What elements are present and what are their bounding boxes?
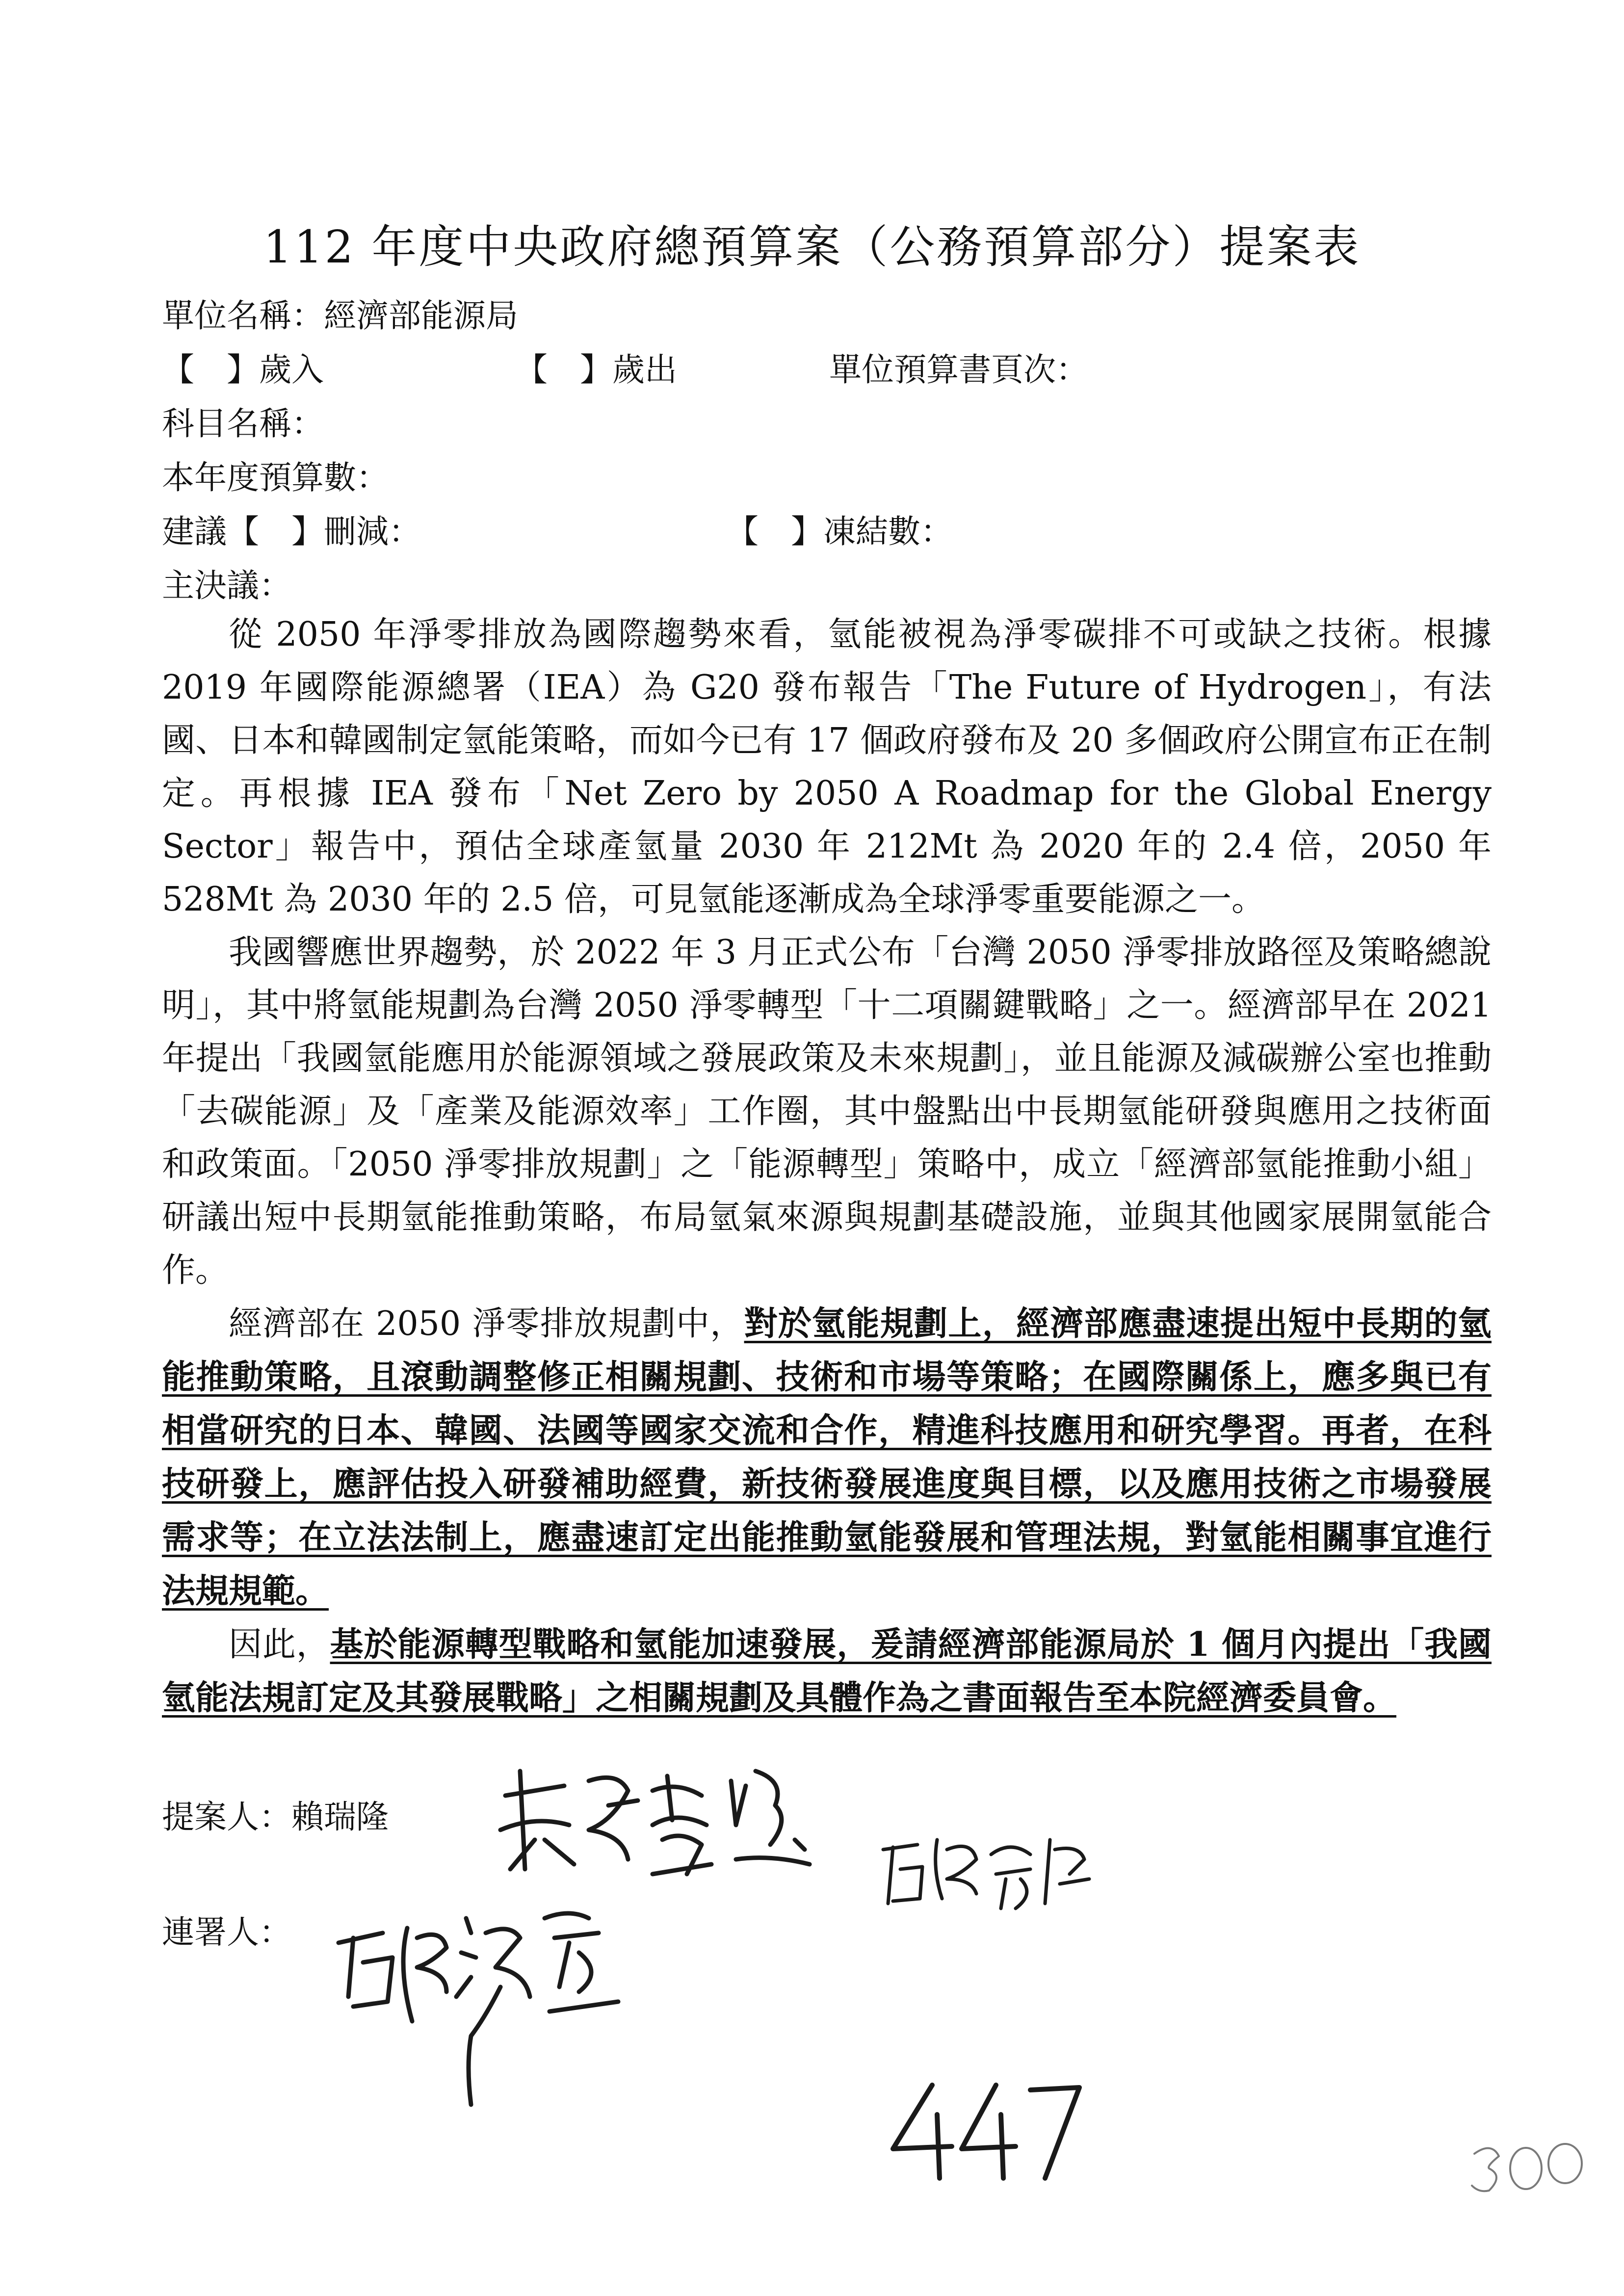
paragraph-4-emphasis: 基於能源轉型戰略和氫能加速發展，爰請經濟部能源局於 1 個月內提出「我國氫能法規訂定及其發展戰略」之相關規劃及具體作為之書面報告至本院經濟委員會。 (162, 1625, 1492, 1718)
main-resolution-label: 主決議： (162, 567, 291, 604)
resolution-body (162, 608, 1492, 1725)
page-title: 112 年度中央政府總預算案（公務預算部分）提案表 (263, 221, 1361, 273)
subject-name: 科目名稱： (162, 405, 324, 443)
paragraph-4-intro: 因此， (229, 1625, 330, 1664)
paragraph-3 (162, 1297, 1492, 1618)
freeze-amount: 【 】凍結數： (726, 513, 953, 550)
proposer-label: 提案人：賴瑞隆 (162, 1798, 389, 1836)
handwritten-page-number (883, 2075, 1089, 2183)
revenue-checkbox: 【 】歲入 (162, 351, 324, 389)
unit-name: 單位名稱：經濟部能源局 (162, 297, 518, 335)
proposer-signature (491, 1751, 824, 1884)
paragraph-4 (162, 1618, 1492, 1725)
paragraph-2: 我國響應世界趨勢，於 2022 年 3 月正式公布「台灣 2050 淨零排放路徑及策略總說明」，其中將氫能規劃為台灣 2050 淨零轉型「十二項關鍵戰略」之一。經濟部早在 2021 年提出「我國氫能應用於能源領域之發展政策及未來規劃」，並且能源及減碳辦公室也推動「去碳能源」及「產業及能源效率」工作圈，其中盤點出中長期氫能研發與應用之技術面和政策面。「2050 淨零排放規劃」之「能源轉型」策略中，成立「經濟部氫能推動小組」研議出短中長期氫能推動策略，布局氫氣來源與規劃基礎設施，並與其他國家展開氫能合作。 (162, 933, 1492, 1290)
budget-page-ref: 單位預算書頁次： (829, 351, 1088, 389)
cosigner-label: 連署人： (162, 1913, 291, 1951)
annual-budget: 本年度預算數： (162, 459, 389, 496)
cosigner-signature-right (873, 1820, 1099, 1918)
expenditure-checkbox: 【 】歲出 (515, 351, 677, 389)
cosigner-signature-left (324, 1889, 638, 2114)
paragraph-1: 從 2050 年淨零排放為國際趨勢來看，氫能被視為淨零碳排不可或缺之技術。根據 2019 年國際能源總署（IEA）為 G20 發布報告「The Future of Hydrogen」，有法國、日本和韓國制定氫能策略，而如今已有 17 個政府發布及 20 多個政府公開宣布正在制定。再根據 IEA 發布「Net Zero by 2050 A Roadmap for the Global Energy Sector」報告中，預估全球產氫量 2030 年 212Mt 為 2020 年的 2.4 倍，2050 年 528Mt 為 2030 年的 2.5 倍，可見氫能逐漸成為全球淨零重要能源之一。 (162, 615, 1492, 919)
suggest-cut: 建議【 】刪減： (162, 513, 421, 550)
paragraph-3-intro: 經濟部在 2050 淨零排放規劃中， (229, 1305, 744, 1343)
handwritten-corner-number (1467, 2134, 1595, 2198)
paragraph-3-emphasis: 對於氫能規劃上，經濟部應盡速提出短中長期的氫能推動策略，且滾動調整修正相關規劃、技術和市場等策略；在國際關係上，應多與已有相當研究的日本、韓國、法國等國家交流和合作，精進科技應用和研究學習。再者，在科技研發上，應評估投入研發補助經費，新技術發展進度與目標，以及應用技術之市場發展需求等；在立法法制上，應盡速訂定出能推動氫能發展和管理法規，對氫能相關事宜進行法規規範。 (162, 1304, 1492, 1611)
